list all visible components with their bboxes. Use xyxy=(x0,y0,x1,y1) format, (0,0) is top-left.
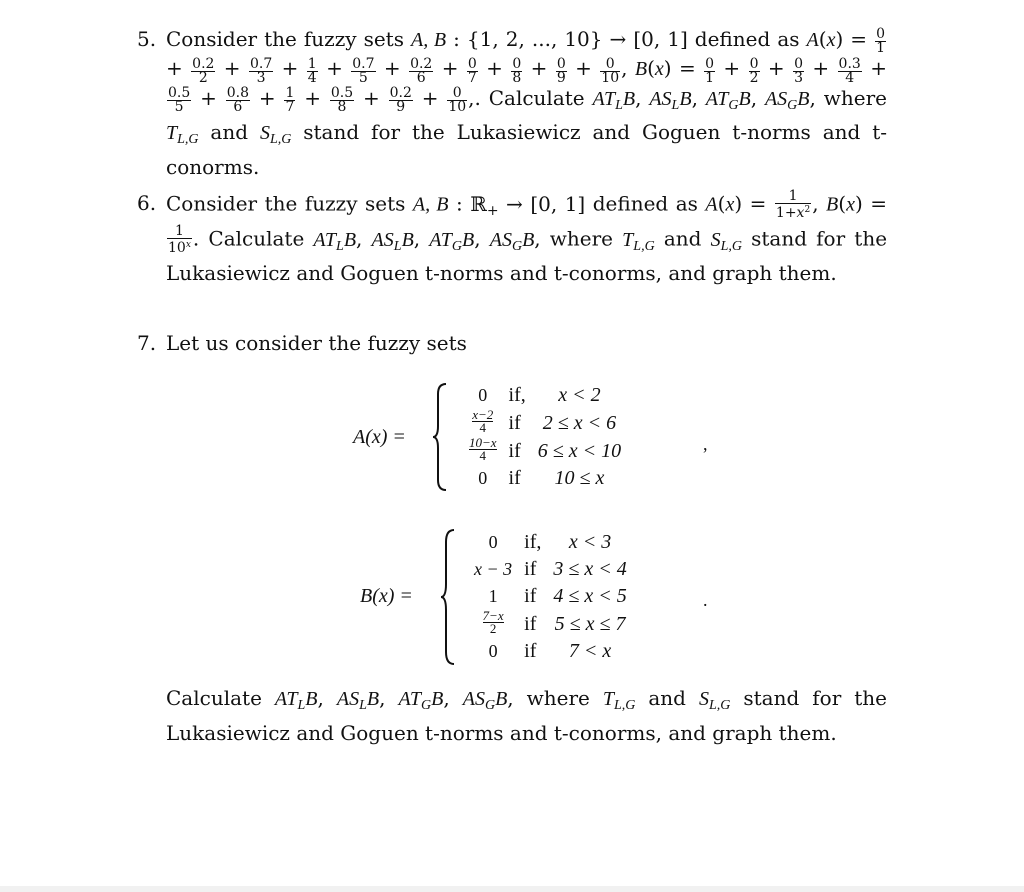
piecewise-row: $\frac{x-2}{4}$ if 2 ≤ x < 6 xyxy=(472,407,617,435)
piecewise-row: 0 if, x < 2 xyxy=(478,384,601,406)
problem-number: 7. xyxy=(137,331,157,355)
left-brace-icon xyxy=(440,528,458,666)
piecewise-row: x − 3 if 3 ≤ x < 4 xyxy=(474,558,627,580)
piecewise-b-table xyxy=(468,529,633,665)
piecewise-a-table xyxy=(463,382,627,492)
page-bottom-edge xyxy=(0,886,1024,892)
problem-number: 5. xyxy=(137,27,157,51)
piecewise-row: 1 if 4 ≤ x < 5 xyxy=(488,585,627,607)
problem-5-body: Consider the fuzzy sets A, B : {1, 2, ..., 10} → [0, 1] defined as A(x) = $\frac{0}{1}$ + $\frac{0.2}{2}$ + $\frac{0.7}{3}$ + $\frac{1}{4}$ + $\frac{0.7}{5}$ + $\frac{0.2}{6}$ + $\frac{0}{7}$ + $\frac{0}{8}$ + $\frac{0}{9}$ + $\frac{0}{10}$ , B(x) = $\frac{0}{1}$ + $\frac{0}{2}$ + $\frac{0}{3}$ + $\frac{0.3}{4}$ + $\frac{0.5}{5}$ + $\frac{0.8}{6}$ + $\frac{1}{7}$ + $\frac{0.5}{8}$ + $\frac{0.2}{9}$ + $\frac{0}{10}$ ,. Calculate $AT_LB$, $AS_LB$, $AT_GB$, $AS_GB$, where $T_{L,G}$ and $S_{L,G}$ stand for the Lukasiewicz and Goguen t-norms and t-conorms. xyxy=(166,26,887,179)
piecewise-b-label: B(x) = xyxy=(360,585,413,607)
piecewise-row: 0 if, x < 3 xyxy=(488,531,612,553)
document-page: 5. Consider the fuzzy sets A, B : {1, 2, ..., 10} → [0, 1] defined as A(x) = $\frac{0}{1}$ + $\frac{0.2}{2}$ + $\frac{0.7}{3}$ + $\frac{1}{4}$ + $\frac{0.7}{5}$ + $\frac{0.2}{6}$ + $\frac{0}{7}$ + $\frac{0}{8}$ + $\frac{0}{9}$ + $\frac{0}{10}$ , B(x) = $\frac{0}{1}$ + $\frac{0}{2}$ + $\frac{0}{3}$ + $\frac{0.3}{4}$ + $\frac{0.5}{5}$ + $\frac{0.8}{6}$ + $\frac{1}{7}$ + $\frac{0.5}{8}$ + $\frac{0.2}{9}$ + $\frac{0}{10}$ ,. Calculate $AT_LB$, $AS_LB$, $AT_GB$, $AS_GB$, where $T_{L,G}$ and $S_{L,G}$ stand for the Lukasiewicz and Goguen t-norms and t-conorms. 6. Consider the fuzzy sets A, B : ℝ$_+$ → [0, 1] defined as A(x) = $\frac{1}{1+x^2}$ , B(x) = $\frac{1}{10^x}$ . Calculate $AT_LB$, $AS_LB$, $AT_GB$, $AS_GB$, where $T_{L,G}$ and $S_{L,G}$ stand for the Lukasiewicz and Goguen t-norms and t-conorms, and graph them. 7. Let us consider the fuzzy sets A(x) = 0 if, x < 2 $\frac{x-2}{4}$ if 2 ≤ x < 6 $\frac{10-x}{4}$ if 6 ≤ x < 10 0 if 10 ≤ x , B(x) = 0 if, x < 3 x − 3 if 3 ≤ x < 4 1 if 4 ≤ x < 5 $\frac{7-x}{2}$ if 5 ≤ x ≤ 7 0 if 7 < x . Calculate $AT_LB$, $AS_LB$, $AT_GB$, $AS_GB$, where $T_{L,G}$ and $S_{L,G}$ stand for the Lukasiewicz and Goguen t-norms and t-conorms, and graph them. xyxy=(0,0,1024,892)
problem-7-closing: Calculate $AT_LB$, $AS_LB$, $AT_GB$, $AS_GB$, where $T_{L,G}$ and $S_{L,G}$ stand for the Lukasiewicz and Goguen t-norms and t-conorms, and graph them. xyxy=(166,686,887,745)
problem-number: 6. xyxy=(137,191,157,215)
piecewise-row: 0 if 10 ≤ x xyxy=(478,467,605,489)
problem-7-body: Let us consider the fuzzy sets xyxy=(166,331,467,355)
problem-7 xyxy=(137,330,887,358)
piecewise-row: $\frac{10-x}{4}$ if 6 ≤ x < 10 xyxy=(469,435,622,463)
piecewise-a-label: A(x) = xyxy=(353,426,406,448)
problem-6-body: Consider the fuzzy sets A, B : ℝ$_+$ → [0, 1] defined as A(x) = $\frac{1}{1+x^2}$ , B(x) = $\frac{1}{10^x}$ . Calculate $AT_LB$, $AS_LB$, $AT_GB$, $AS_GB$, where $T_{L,G}$ and $S_{L,G}$ stand for the Lukasiewicz and Goguen t-norms and t-conorms, and graph them. xyxy=(166,188,888,286)
problem-5 xyxy=(137,26,887,181)
problem-6 xyxy=(137,190,887,288)
left-brace-icon xyxy=(432,382,450,492)
piecewise-row: $\frac{7-x}{2}$ if 5 ≤ x ≤ 7 xyxy=(482,608,626,636)
piecewise-row: 0 if 7 < x xyxy=(488,640,612,662)
